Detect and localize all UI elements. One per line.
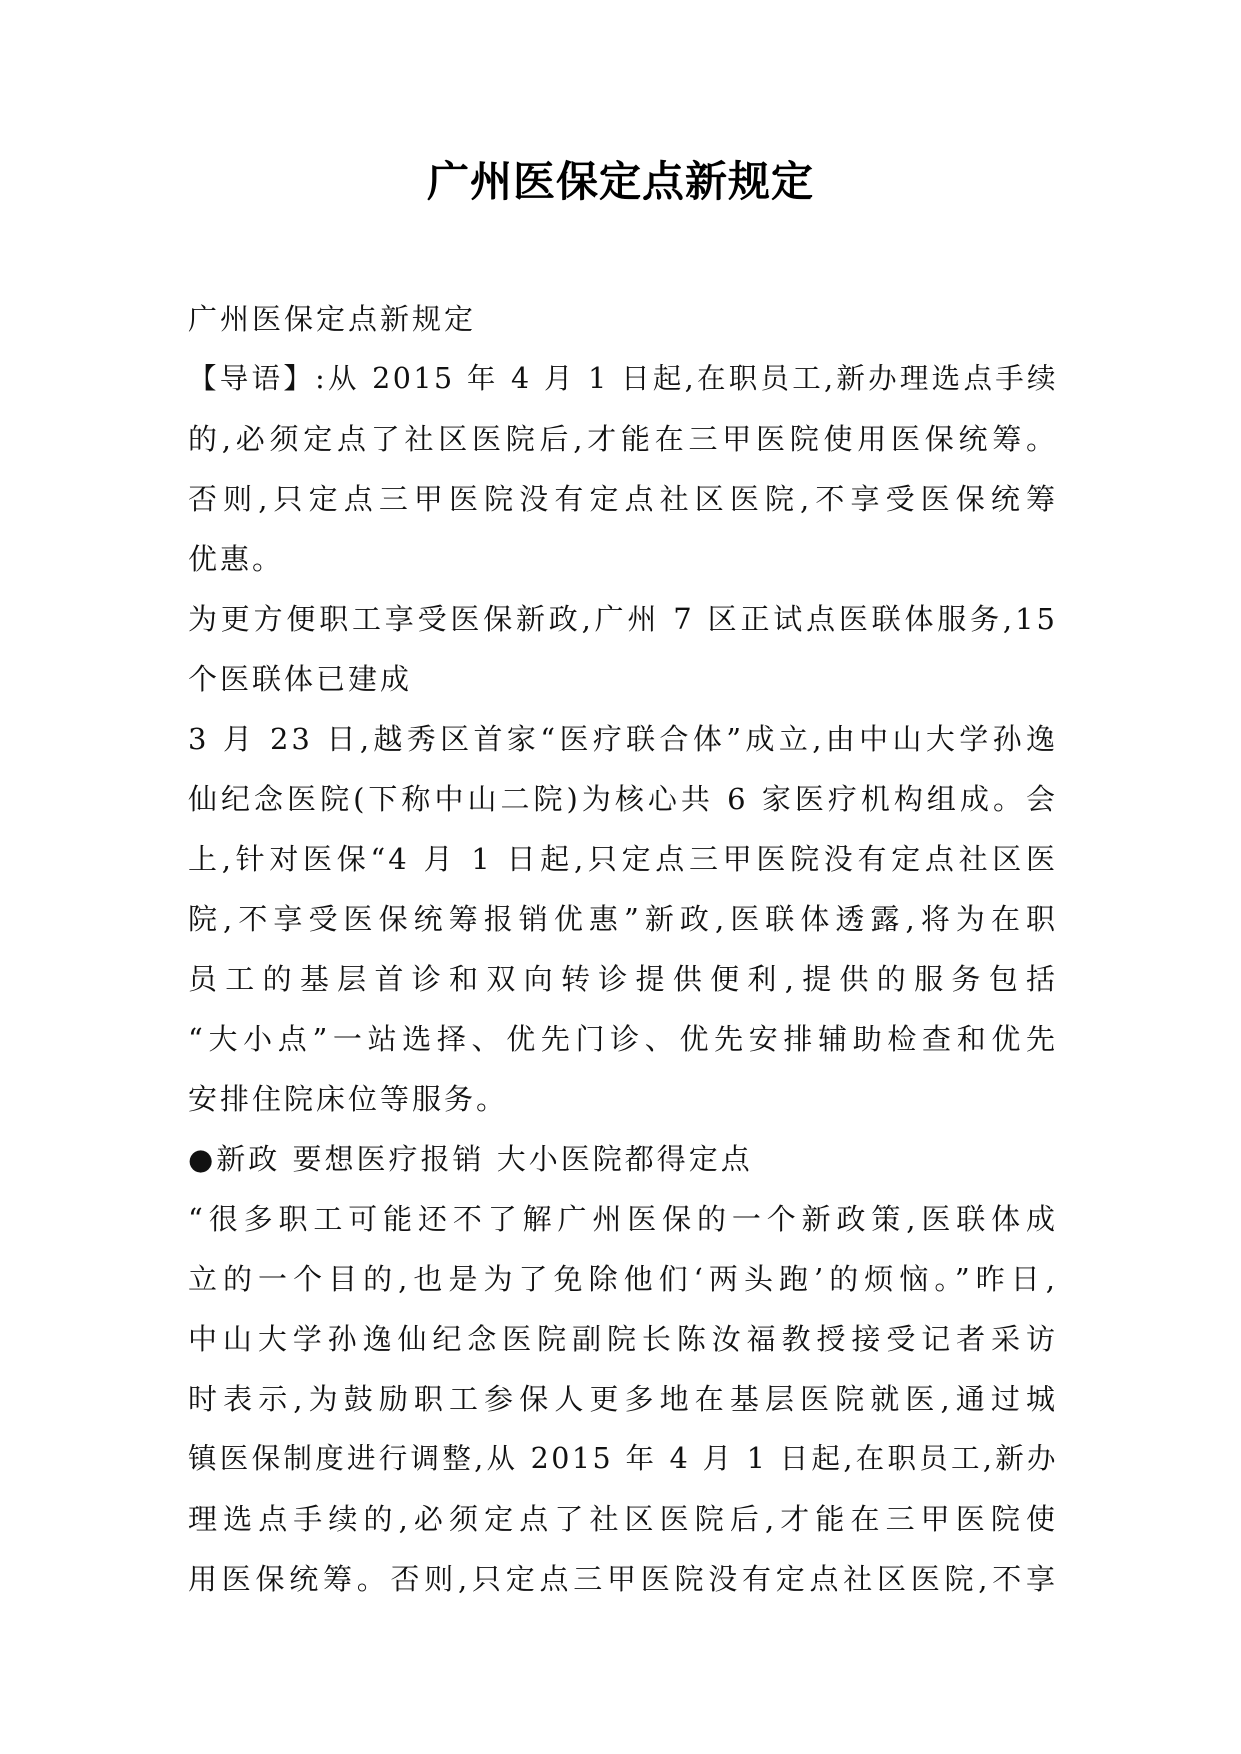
text-line: 为更方便职工享受医保新政,广州 7 区正试点医联体服务,15	[188, 602, 1058, 636]
text-line: 个医联体已建成	[188, 662, 413, 696]
text-line: 理选点手续的,必须定点了社区医院后,才能在三甲医院使	[188, 1502, 1058, 1536]
document-body	[188, 289, 1058, 1609]
text-line: 安排住院床位等服务。	[188, 1082, 509, 1116]
document-title: 广州医保定点新规定	[426, 157, 814, 206]
text-line: 院,不享受医保统筹报销优惠”新政,医联体透露,将为在职	[188, 902, 1058, 936]
text-line: 上,针对医保“4 月 1 日起,只定点三甲医院没有定点社区医	[188, 842, 1058, 876]
text-line: 用医保统筹。否则,只定点三甲医院没有定点社区医院,不享	[188, 1562, 1058, 1596]
text-line: 镇医保制度进行调整,从 2015 年 4 月 1 日起,在职员工,新办	[188, 1442, 1058, 1475]
text-line: 否则,只定点三甲医院没有定点社区医院,不享受医保统筹	[188, 482, 1058, 516]
text-line: 中山大学孙逸仙纪念医院副院长陈汝福教授接受记者采访	[188, 1322, 1058, 1356]
text-line: “很多职工可能还不了解广州医保的一个新政策,医联体成	[188, 1202, 1058, 1236]
text-line: ●新政 要想医疗报销 大小医院都得定点	[188, 1142, 753, 1176]
text-line: “大小点”一站选择、优先门诊、优先安排辅助检查和优先	[188, 1022, 1058, 1056]
text-line: 时表示,为鼓励职工参保人更多地在基层医院就医,通过城	[188, 1382, 1058, 1416]
text-line: 3 月 23 日,越秀区首家“医疗联合体”成立,由中山大学孙逸	[188, 722, 1058, 756]
text-line: 仙纪念医院(下称中山二院)为核心共 6 家医疗机构组成。会	[188, 782, 1058, 816]
text-line: 员工的基层首诊和双向转诊提供便利,提供的服务包括	[188, 962, 1058, 996]
text-line: 的,必须定点了社区医院后,才能在三甲医院使用医保统筹。	[188, 422, 1058, 456]
text-line: 【导语】:从 2015 年 4 月 1 日起,在职员工,新办理选点手续	[188, 362, 1058, 395]
text-line: 立的一个目的,也是为了免除他们‘两头跑’的烦恼。”昨日,	[188, 1262, 1058, 1296]
text-line: 优惠。	[188, 542, 285, 576]
text-line: 广州医保定点新规定	[188, 302, 477, 336]
